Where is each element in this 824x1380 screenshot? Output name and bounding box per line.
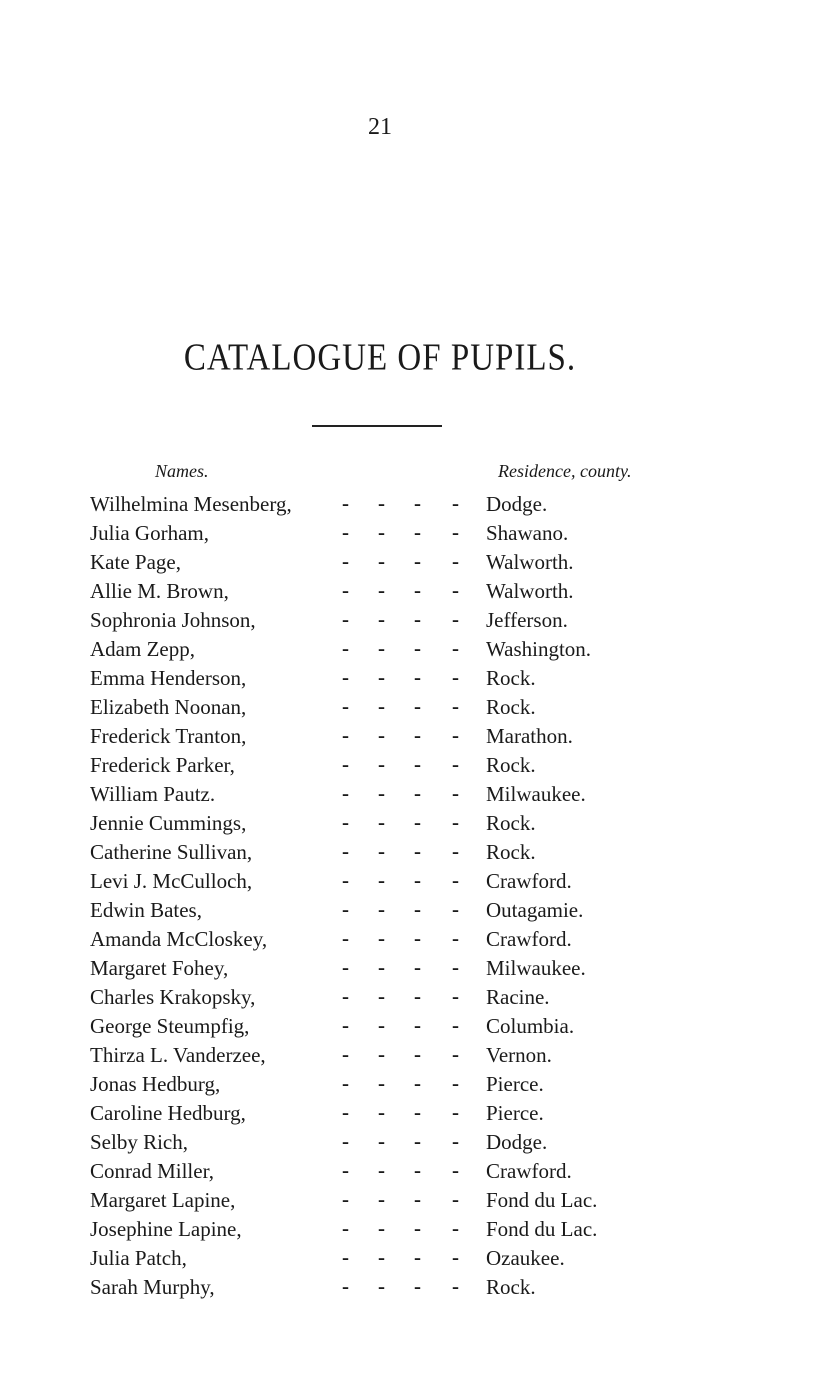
pupil-county: Rock. xyxy=(486,666,536,690)
leader-dash: - xyxy=(378,1216,385,1240)
leader-dash: - xyxy=(342,665,349,689)
leader-dash: - xyxy=(342,1071,349,1095)
leader-dash: - xyxy=(342,491,349,515)
pupil-name: Charles Krakopsky, xyxy=(90,985,256,1009)
leader-dash: - xyxy=(452,520,459,544)
pupil-name: Jennie Cummings, xyxy=(90,811,247,835)
leader-dash: - xyxy=(414,1042,421,1066)
pupil-name: Edwin Bates, xyxy=(90,898,202,922)
leader-dash: - xyxy=(342,1042,349,1066)
pupil-row xyxy=(0,983,824,1012)
leader-dash: - xyxy=(452,1129,459,1153)
leader-dash: - xyxy=(342,868,349,892)
pupil-name: Julia Patch, xyxy=(90,1246,187,1270)
leader-dash: - xyxy=(452,897,459,921)
pupil-name: Adam Zepp, xyxy=(90,637,195,661)
pupil-name: George Steumpfig, xyxy=(90,1014,250,1038)
leader-dash: - xyxy=(452,491,459,515)
pupil-name: Frederick Parker, xyxy=(90,753,235,777)
pupil-name: Emma Henderson, xyxy=(90,666,247,690)
pupil-row xyxy=(0,722,824,751)
leader-dash: - xyxy=(452,955,459,979)
pupil-name: Amanda McCloskey, xyxy=(90,927,268,951)
leader-dash: - xyxy=(378,1013,385,1037)
pupil-row xyxy=(0,954,824,983)
leader-dash: - xyxy=(378,868,385,892)
leader-dash: - xyxy=(342,839,349,863)
leader-dash: - xyxy=(378,955,385,979)
leader-dash: - xyxy=(414,1274,421,1298)
leader-dash: - xyxy=(378,1245,385,1269)
pupil-name: Jonas Hedburg, xyxy=(90,1072,221,1096)
leader-dash: - xyxy=(378,723,385,747)
leader-dash: - xyxy=(414,984,421,1008)
leader-dash: - xyxy=(342,897,349,921)
leader-dash: - xyxy=(414,549,421,573)
leader-dash: - xyxy=(342,694,349,718)
pupil-county: Outagamie. xyxy=(486,898,584,922)
leader-dash: - xyxy=(414,897,421,921)
leader-dash: - xyxy=(452,578,459,602)
pupil-county: Rock. xyxy=(486,1275,536,1299)
leader-dash: - xyxy=(452,781,459,805)
pupil-row xyxy=(0,1244,824,1273)
leader-dash: - xyxy=(414,1158,421,1182)
leader-dash: - xyxy=(378,665,385,689)
leader-dash: - xyxy=(378,984,385,1008)
leader-dash: - xyxy=(342,549,349,573)
pupil-county: Ozaukee. xyxy=(486,1246,565,1270)
pupil-name: Margaret Lapine, xyxy=(90,1188,236,1212)
names-column-header: Names. xyxy=(155,461,209,481)
pupil-row xyxy=(0,1273,824,1302)
pupil-name: Levi J. McCulloch, xyxy=(90,869,253,893)
leader-dash: - xyxy=(452,1013,459,1037)
pupil-county: Dodge. xyxy=(486,1130,548,1154)
pupil-row xyxy=(0,490,824,519)
page-title: CATALOGUE OF PUPILS. xyxy=(183,337,577,379)
pupil-row xyxy=(0,751,824,780)
leader-dash: - xyxy=(378,926,385,950)
pupil-county: Racine. xyxy=(486,985,550,1009)
leader-dash: - xyxy=(342,1216,349,1240)
leader-dash: - xyxy=(414,723,421,747)
pupil-row xyxy=(0,577,824,606)
pupil-county: Rock. xyxy=(486,840,536,864)
pupil-row xyxy=(0,1012,824,1041)
pupil-row xyxy=(0,606,824,635)
pupil-row xyxy=(0,896,824,925)
leader-dash: - xyxy=(452,984,459,1008)
leader-dash: - xyxy=(452,1216,459,1240)
leader-dash: - xyxy=(452,752,459,776)
leader-dash: - xyxy=(414,752,421,776)
leader-dash: - xyxy=(452,868,459,892)
leader-dash: - xyxy=(378,491,385,515)
leader-dash: - xyxy=(414,694,421,718)
pupil-name: Margaret Fohey, xyxy=(90,956,229,980)
pupil-name: Kate Page, xyxy=(90,550,181,574)
pupil-county: Marathon. xyxy=(486,724,573,748)
leader-dash: - xyxy=(378,839,385,863)
pupil-row xyxy=(0,925,824,954)
pupil-name: Catherine Sullivan, xyxy=(90,840,253,864)
leader-dash: - xyxy=(342,1158,349,1182)
pupil-row xyxy=(0,780,824,809)
leader-dash: - xyxy=(342,1245,349,1269)
leader-dash: - xyxy=(342,1013,349,1037)
pupil-county: Milwaukee. xyxy=(486,956,586,980)
pupil-list xyxy=(0,490,824,1302)
pupil-county: Fond du Lac. xyxy=(486,1217,598,1241)
pupil-name: Sophronia Johnson, xyxy=(90,608,256,632)
leader-dash: - xyxy=(342,636,349,660)
pupil-county: Milwaukee. xyxy=(486,782,586,806)
pupil-row xyxy=(0,1070,824,1099)
pupil-county: Fond du Lac. xyxy=(486,1188,598,1212)
leader-dash: - xyxy=(342,1100,349,1124)
title-rule xyxy=(312,425,442,427)
leader-dash: - xyxy=(414,578,421,602)
leader-dash: - xyxy=(452,1187,459,1211)
leader-dash: - xyxy=(378,781,385,805)
leader-dash: - xyxy=(414,1013,421,1037)
pupil-county: Crawford. xyxy=(486,869,572,893)
pupil-county: Walworth. xyxy=(486,550,574,574)
pupil-county: Shawano. xyxy=(486,521,569,545)
pupil-name: Elizabeth Noonan, xyxy=(90,695,247,719)
leader-dash: - xyxy=(452,1042,459,1066)
pupil-county: Pierce. xyxy=(486,1072,544,1096)
leader-dash: - xyxy=(378,1129,385,1153)
leader-dash: - xyxy=(452,1071,459,1095)
leader-dash: - xyxy=(452,1100,459,1124)
pupil-name: Conrad Miller, xyxy=(90,1159,214,1183)
pupil-row xyxy=(0,1186,824,1215)
pupil-county: Dodge. xyxy=(486,492,548,516)
pupil-name: Allie M. Brown, xyxy=(90,579,229,603)
pupil-row xyxy=(0,838,824,867)
leader-dash: - xyxy=(378,1100,385,1124)
leader-dash: - xyxy=(414,1216,421,1240)
leader-dash: - xyxy=(414,1129,421,1153)
pupil-name: Frederick Tranton, xyxy=(90,724,247,748)
leader-dash: - xyxy=(342,955,349,979)
leader-dash: - xyxy=(414,1071,421,1095)
pupil-county: Columbia. xyxy=(486,1014,575,1038)
leader-dash: - xyxy=(452,810,459,834)
pupil-row xyxy=(0,867,824,896)
leader-dash: - xyxy=(378,1274,385,1298)
leader-dash: - xyxy=(452,636,459,660)
leader-dash: - xyxy=(414,868,421,892)
leader-dash: - xyxy=(342,1187,349,1211)
leader-dash: - xyxy=(414,926,421,950)
leader-dash: - xyxy=(414,810,421,834)
leader-dash: - xyxy=(452,665,459,689)
leader-dash: - xyxy=(342,752,349,776)
leader-dash: - xyxy=(378,694,385,718)
leader-dash: - xyxy=(378,897,385,921)
pupil-name: Selby Rich, xyxy=(90,1130,188,1154)
leader-dash: - xyxy=(452,1274,459,1298)
leader-dash: - xyxy=(414,1245,421,1269)
pupil-name: Sarah Murphy, xyxy=(90,1275,215,1299)
leader-dash: - xyxy=(378,578,385,602)
leader-dash: - xyxy=(342,607,349,631)
pupil-name: William Pautz. xyxy=(90,782,216,806)
pupil-county: Jefferson. xyxy=(486,608,568,632)
residence-column-header: Residence, county. xyxy=(498,461,632,481)
leader-dash: - xyxy=(414,520,421,544)
leader-dash: - xyxy=(378,636,385,660)
leader-dash: - xyxy=(414,607,421,631)
leader-dash: - xyxy=(342,1274,349,1298)
leader-dash: - xyxy=(452,1158,459,1182)
pupil-row xyxy=(0,1215,824,1244)
pupil-row xyxy=(0,809,824,838)
leader-dash: - xyxy=(414,636,421,660)
leader-dash: - xyxy=(342,926,349,950)
leader-dash: - xyxy=(414,1100,421,1124)
pupil-row xyxy=(0,1157,824,1186)
leader-dash: - xyxy=(342,1129,349,1153)
pupil-row xyxy=(0,693,824,722)
leader-dash: - xyxy=(342,520,349,544)
pupil-county: Rock. xyxy=(486,695,536,719)
leader-dash: - xyxy=(378,607,385,631)
pupil-county: Vernon. xyxy=(486,1043,552,1067)
pupil-row xyxy=(0,1099,824,1128)
pupil-name: Julia Gorham, xyxy=(90,521,209,545)
leader-dash: - xyxy=(414,839,421,863)
leader-dash: - xyxy=(414,781,421,805)
pupil-name: Thirza L. Vanderzee, xyxy=(90,1043,266,1067)
pupil-county: Pierce. xyxy=(486,1101,544,1125)
leader-dash: - xyxy=(342,810,349,834)
pupil-county: Crawford. xyxy=(486,927,572,951)
leader-dash: - xyxy=(378,1187,385,1211)
leader-dash: - xyxy=(452,926,459,950)
leader-dash: - xyxy=(378,1071,385,1095)
pupil-row xyxy=(0,548,824,577)
leader-dash: - xyxy=(378,752,385,776)
leader-dash: - xyxy=(414,1187,421,1211)
pupil-county: Rock. xyxy=(486,811,536,835)
pupil-county: Washington. xyxy=(486,637,592,661)
leader-dash: - xyxy=(342,984,349,1008)
pupil-name: Wilhelmina Mesenberg, xyxy=(90,492,292,516)
pupil-county: Walworth. xyxy=(486,579,574,603)
leader-dash: - xyxy=(452,549,459,573)
pupil-name: Josephine Lapine, xyxy=(90,1217,242,1241)
leader-dash: - xyxy=(342,781,349,805)
leader-dash: - xyxy=(414,665,421,689)
pupil-row xyxy=(0,519,824,548)
leader-dash: - xyxy=(378,1042,385,1066)
page-number: 21 xyxy=(368,114,392,140)
pupil-name: Caroline Hedburg, xyxy=(90,1101,246,1125)
leader-dash: - xyxy=(342,578,349,602)
leader-dash: - xyxy=(414,955,421,979)
leader-dash: - xyxy=(414,491,421,515)
leader-dash: - xyxy=(452,694,459,718)
pupil-row xyxy=(0,664,824,693)
pupil-row xyxy=(0,1041,824,1070)
leader-dash: - xyxy=(452,839,459,863)
leader-dash: - xyxy=(342,723,349,747)
pupil-row xyxy=(0,1128,824,1157)
leader-dash: - xyxy=(452,1245,459,1269)
pupil-row xyxy=(0,635,824,664)
leader-dash: - xyxy=(378,549,385,573)
leader-dash: - xyxy=(378,1158,385,1182)
leader-dash: - xyxy=(378,520,385,544)
leader-dash: - xyxy=(378,810,385,834)
pupil-county: Crawford. xyxy=(486,1159,572,1183)
leader-dash: - xyxy=(452,723,459,747)
pupil-county: Rock. xyxy=(486,753,536,777)
leader-dash: - xyxy=(452,607,459,631)
